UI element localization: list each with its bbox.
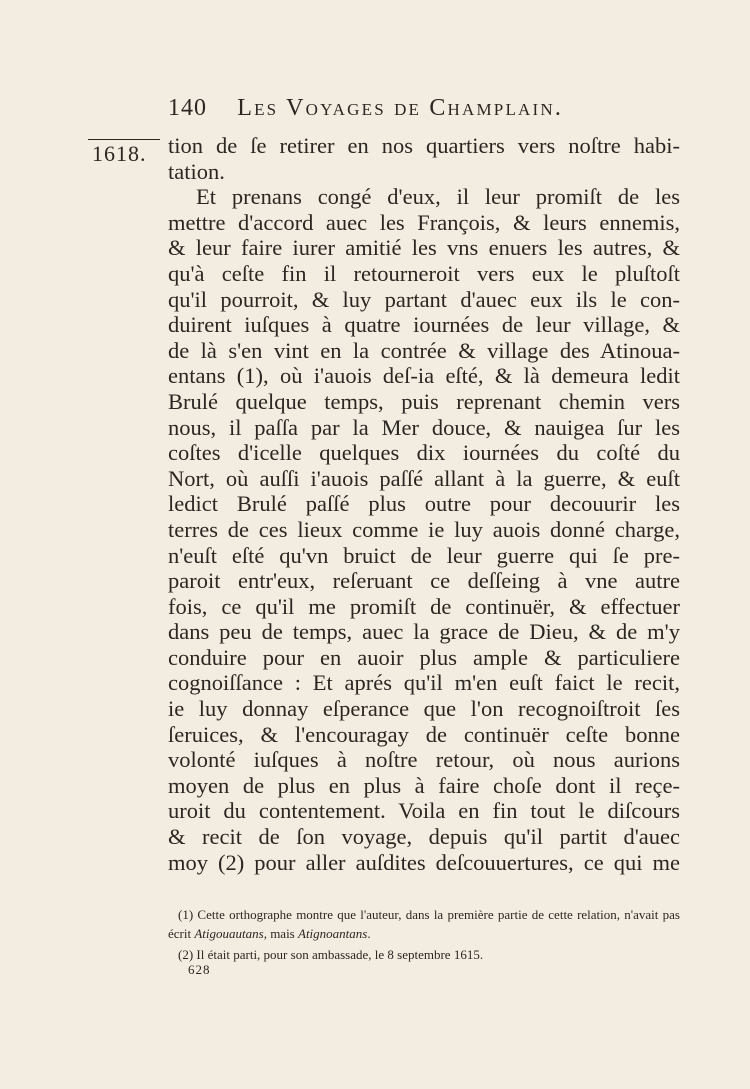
page-number: 140 xyxy=(168,95,207,121)
text-line: terres de ces lieux comme ie luy auois donné charge, xyxy=(168,516,680,542)
footnote-2 xyxy=(168,946,680,965)
text-line: volonté iuſques à noſtre retour, où nous aurions xyxy=(168,747,680,773)
footnote-italic: Atigouautans xyxy=(194,925,264,941)
footnote-text: , mais xyxy=(263,925,298,941)
text-line: tion de ſe retirer en nos quartiers vers noſtre habi- xyxy=(168,133,680,158)
margin-year-rule xyxy=(88,139,160,140)
text-line: Brulé quelque temps, puis reprenant chemin vers xyxy=(168,388,680,414)
text-line: Nort, où auſſi i'auois paſſé allant à la guerre, & euſt xyxy=(168,465,680,491)
footnote-text: Cette orthographe montre que l'auteur, dans la première partie de cette relation, n'avait pas écrit xyxy=(168,907,680,941)
text-line: ledict Brulé paſſé plus outre pour decouurir les xyxy=(168,491,680,517)
text-line: fois, ce qu'il me promiſt de continuër, & effectuer xyxy=(168,593,680,619)
footnote-marker: (2) xyxy=(178,947,194,962)
text-line: & recit de ſon voyage, depuis qu'il partit d'auec xyxy=(168,824,680,850)
margin-year: 1618. xyxy=(92,141,147,166)
running-head xyxy=(168,95,678,122)
text-line: n'euſt eſté qu'vn bruict de leur guerre qui ſe pre- xyxy=(168,542,680,568)
running-title: Les Voyages de Champlain. xyxy=(237,95,564,121)
text-line: de là s'en vint en la contrée & village des Atinoua- xyxy=(168,337,680,363)
footnotes xyxy=(168,906,680,965)
text-line: cognoiſſance : Et aprés qu'il m'en euſt faict le recit, xyxy=(168,670,680,696)
text-line: qu'à ceſte fin il retourneroit vers eux le pluſtoſt xyxy=(168,260,680,286)
text-line: moyen de plus en plus à faire choſe dont il reçe- xyxy=(168,772,680,798)
footnote-italic: Atignoantans xyxy=(298,925,368,941)
text-line: tation. xyxy=(168,158,225,184)
footnote-text: . xyxy=(367,925,371,941)
footnote-text: Il était parti, pour son ambassade, le 8 septembre 1615. xyxy=(193,947,484,962)
footnote-1 xyxy=(168,906,680,943)
text-line: moy (2) pour aller auſdites deſcouuertures, ce qui me xyxy=(168,849,680,875)
body-text xyxy=(168,133,680,875)
text-line: coſtes d'icelle quelques dix iournées du coſté du xyxy=(168,440,680,466)
signature-mark: 628 xyxy=(188,962,211,977)
text-line: Et prenans congé d'eux, il leur promiſt de les xyxy=(196,184,680,210)
text-line: qu'il pourroit, & luy partant d'auec eux ils le con- xyxy=(168,286,680,312)
text-line: mettre d'accord auec les François, & leurs ennemis, xyxy=(168,209,680,235)
text-line: nous, il paſſa par la Mer douce, & nauigea ſur les xyxy=(168,414,680,440)
text-line: duirent iuſques à quatre iournées de leur village, & xyxy=(168,312,680,338)
text-line: paroit entr'eux, reſeruant ce deſſeing à vne autre xyxy=(168,568,680,594)
text-line: ſeruices, & l'encouragay de continuër ceſte bonne xyxy=(168,721,680,747)
text-line: entans (1), où i'auois deſ-ia eſté, & là demeura ledit xyxy=(168,363,680,389)
text-line: uroit du contentement. Voila en fin tout le diſcours xyxy=(168,798,680,824)
text-line: conduire pour en auoir plus ample & particuliere xyxy=(168,644,680,670)
text-line: & leur faire iurer amitié les vns enuers les autres, & xyxy=(168,235,680,261)
text-line: ie luy donnay eſperance que l'on recognoiſtroit ſes xyxy=(168,696,680,722)
footnote-marker: (1) xyxy=(178,907,194,922)
text-line: dans peu de temps, auec la grace de Dieu, & de m'y xyxy=(168,619,680,645)
